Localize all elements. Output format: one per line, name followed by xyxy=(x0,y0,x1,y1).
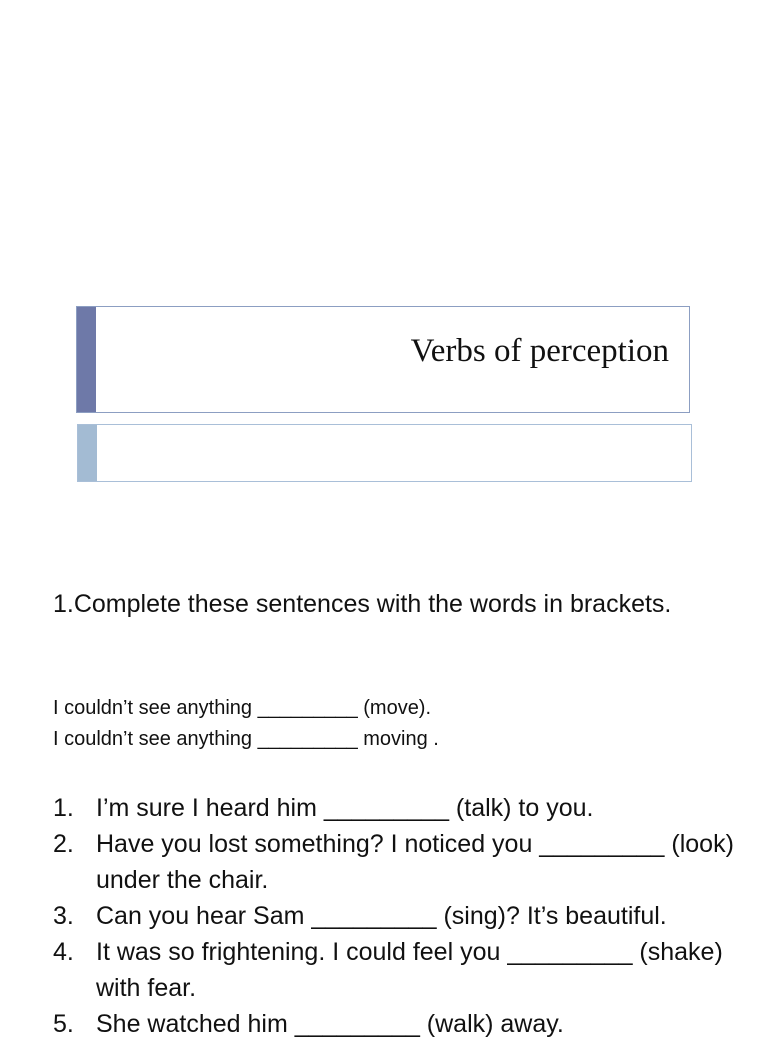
exercise-item xyxy=(53,790,743,826)
example-sentence: I couldn’t see anything _________ moving . xyxy=(53,728,439,750)
subtitle-box xyxy=(77,424,692,482)
exercise-number: 1. xyxy=(53,794,74,822)
exercise-text: She watched him _________ (walk) away. xyxy=(96,1010,564,1038)
instruction-text: 1.Complete these sentences with the words in brackets. xyxy=(53,590,672,618)
exercise-text: I’m sure I heard him _________ (talk) to you. xyxy=(96,794,594,822)
exercise-number: 3. xyxy=(53,902,74,930)
exercise-number: 5. xyxy=(53,1010,74,1038)
exercise-text: It was so frightening. I could feel you _________ (shake) with fear. xyxy=(96,938,723,1002)
exercise-number: 2. xyxy=(53,830,74,858)
exercise-item xyxy=(53,1006,743,1042)
page-title: Verbs of perception xyxy=(410,333,669,369)
exercise-text: Have you lost something? I noticed you _________ (look) under the chair. xyxy=(96,830,734,894)
exercise-item xyxy=(53,898,743,934)
example-sentence: I couldn’t see anything _________ (move). xyxy=(53,697,432,719)
subtitle-accent-bar xyxy=(78,425,97,481)
exercise-item xyxy=(53,934,743,1006)
exercise-number: 4. xyxy=(53,938,74,966)
exercise-list xyxy=(53,790,743,1042)
title-box xyxy=(76,306,690,413)
exercise-item xyxy=(53,826,743,898)
title-accent-bar xyxy=(77,307,96,412)
exercise-text: Can you hear Sam _________ (sing)? It’s beautiful. xyxy=(96,902,667,930)
